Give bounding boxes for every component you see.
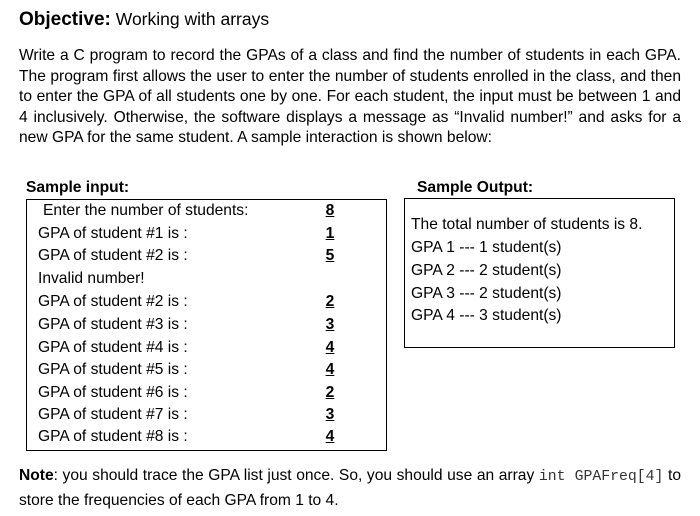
input-prompt: GPA of student #4 is : <box>38 339 188 356</box>
input-prompt: GPA of student #8 is : <box>38 428 188 445</box>
note-text-end: to store the frequencies of each GPA from 1 to 4. <box>19 467 681 509</box>
input-value: 1 <box>325 225 335 242</box>
input-prompt: GPA of student #2 is : <box>38 247 188 264</box>
note-paragraph <box>19 464 681 513</box>
input-prompt: GPA of student #7 is : <box>38 406 188 423</box>
output-gpa-line: GPA 1 --- 1 student(s) <box>411 239 562 256</box>
input-value: 5 <box>325 247 335 264</box>
invalid-message: Invalid number! <box>38 270 145 287</box>
note-text: : you should trace the GPA list just once. So, you should use an array <box>53 467 535 484</box>
output-gpa-line: GPA 4 --- 3 student(s) <box>411 307 562 324</box>
sample-input-heading: Sample input: <box>26 179 130 196</box>
input-prompt: GPA of student #5 is : <box>38 361 188 378</box>
input-value: 4 <box>325 361 335 378</box>
input-value: 8 <box>325 202 335 219</box>
input-prompt: GPA of student #1 is : <box>38 225 188 242</box>
objective-line <box>19 9 269 31</box>
input-prompt: Enter the number of students: <box>43 202 249 219</box>
output-total-line: The total number of students is 8. <box>411 216 643 233</box>
input-value: 2 <box>325 293 335 310</box>
objective-label: Objective: <box>19 9 111 30</box>
output-gpa-line: GPA 2 --- 2 student(s) <box>411 262 562 279</box>
input-prompt: GPA of student #3 is : <box>38 316 188 333</box>
input-value: 3 <box>325 316 335 333</box>
output-gpa-line: GPA 3 --- 2 student(s) <box>411 285 562 302</box>
problem-description: Write a C program to record the GPAs of a class and find the number of students in each GPA. The program first allows the user to enter the number of students enrolled in the class, and then to enter the GPA of all students one by one. For each student, the input must be between 1 and 4 inclusively. Otherwise, the software displays a message as “Invalid number!” and asks for a new GPA for the same student. A sample interaction is shown below: <box>19 47 681 147</box>
array-declaration-code: int GPAFreq[4] <box>538 469 664 485</box>
input-value: 4 <box>325 339 335 356</box>
sample-output-heading: Sample Output: <box>417 179 534 196</box>
input-prompt: GPA of student #6 is : <box>38 384 188 401</box>
input-value: 4 <box>325 428 335 445</box>
input-value: 2 <box>325 384 335 401</box>
input-value: 3 <box>325 406 335 423</box>
note-label: Note <box>19 467 54 484</box>
input-prompt: GPA of student #2 is : <box>38 293 188 310</box>
objective-text: Working with arrays <box>115 9 270 29</box>
